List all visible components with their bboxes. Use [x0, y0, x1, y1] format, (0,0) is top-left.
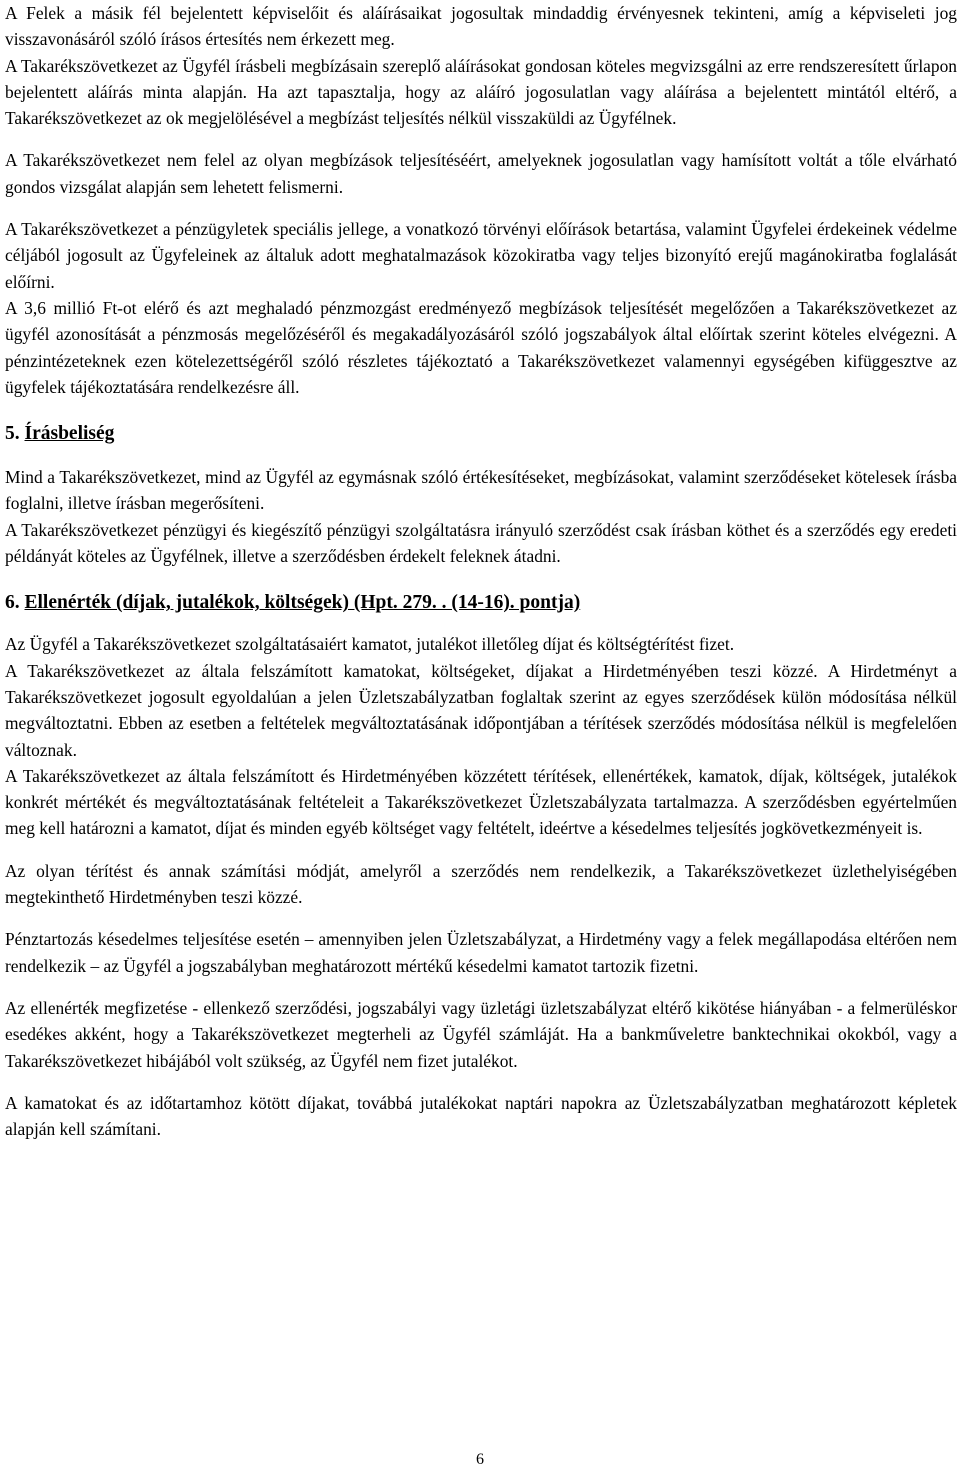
section-heading-5: [5, 420, 957, 448]
paragraph: A 3,6 millió Ft-ot elérő és azt meghaladó pénzmozgást eredményező megbízások teljesítését megelőzően a Takarékszövetkezet az ügyfél azonosítását a pénzmosás megelőzéséről és megakadályozásáról szóló jogszabályok által előírtak szerint köteles elvégezni. A pénzintézeteknek ezen kötelezettségéről szóló részletes tájékoztató a Takarékszövetkezet valamennyi egységében kifüggesztve az ügyfelek tájékoztatására rendelkezésre áll.: [5, 297, 957, 397]
paragraph: Az Ügyfél a Takarékszövetkezet szolgáltatásaiért kamatot, jutalékot illetőleg díjat és költségtérítést fizet.: [5, 634, 735, 655]
section-number: 5.: [5, 423, 20, 445]
section-number: 6.: [5, 592, 20, 614]
section-title: Írásbeliség: [24, 423, 115, 445]
paragraph: A Takarékszövetkezet az Ügyfél írásbeli megbízásain szereplő aláírásokat gondosan köteles megvizsgálni az erre rendszeresített űrlapon bejelentett aláírás minta alapján. Ha azt tapasztalja, hogy az aláíró jogosulatlan vagy aláírása a bejelentett mintától eltérő, a Takarékszövetkezet az ok megjelölésével a megbízást teljesítés nélkül visszaküldi az Ügyfélnek.: [5, 55, 957, 129]
page-number: 6: [476, 1451, 484, 1468]
paragraph: A Takarékszövetkezet az általa felszámított kamatokat, költségeket, díjakat a Hirdetményében teszi közzé. A Hirdetményt a Takarékszövetkezet jogosult egyoldalúan a jelen Üzletszabályzatban foglaltak szerint az egyes szerződések külön módosítása nélkül megváltoztatni. Ebben az esetben a feltételek megváltoztatásának időpontjában a térítések szerződés módosítása nélkül is megfelelően változnak.: [5, 660, 957, 760]
paragraph: A Takarékszövetkezet az általa felszámított és Hirdetményében közzétett térítések, ellenértékek, kamatok, díjak, költségek, jutalékok konkrét mértékét és megváltoztatásának feltételeit a Takarékszövetkezet Üzletszabályzata tartalmazza. A szerződésben egyértelműen meg kell határozni a kamatot, díjat és minden egyéb költséget vagy feltételt, ideértve a késedelmes teljesítés jogkövetkezményeit is.: [5, 765, 957, 839]
paragraph: Pénztartozás késedelmes teljesítése esetén – amennyiben jelen Üzletszabályzat, a Hirdetmény vagy a felek megállapodása eltérően nem rendelkezik – az Ügyfél a jogszabályban meghatározott mértékű késedelmi kamatot tartozik fizetni.: [5, 929, 957, 976]
paragraph: A Takarékszövetkezet nem felel az olyan megbízások teljesítéséért, amelyeknek jogosulatlan vagy hamísított voltát a tőle elvárható gondos vizsgálat alapján sem lehetett felismerni.: [5, 150, 957, 197]
paragraph: A Takarékszövetkezet pénzügyi és kiegészítő pénzügyi szolgáltatásra irányuló szerződést csak írásban köthet és a szerződés egy eredeti példányát köteles az Ügyfélnek, illetve a szerződésben érdekelt feleknek átadni.: [5, 519, 957, 567]
section-heading-6: [5, 589, 957, 617]
paragraph: Az olyan térítést és annak számítási módját, amelyről a szerződés nem rendelkezik, a Takarékszövetkezet üzlethelyiségében megtekinthető Hirdetményben teszi közzé.: [5, 860, 957, 908]
section-title: Ellenérték (díjak, jutalékok, költségek) (Hpt. 279. . (14-16). pontja): [24, 592, 581, 614]
paragraph: A kamatokat és az időtartamhoz kötött díjakat, továbbá jutalékokat naptári napokra az Üzletszabályzatban meghatározott képletek alapján kell számítani.: [5, 1092, 957, 1140]
paragraph: A Takarékszövetkezet a pénzügyletek speciális jellege, a vonatkozó törvényi előírások betartása, valamint Ügyfelei érdekeinek védelme céljából jogosult az Ügyfeleinek az általuk adott meghatalmazások közokiratba vagy teljes bizonyító erejű magánokiratba foglalását előírni.: [5, 219, 957, 292]
paragraph: Az ellenérték megfizetése - ellenkező szerződési, jogszabályi vagy üzletági üzletszabályzat eltérő kikötése hiányában - a felmerüléskor esedékes akként, hogy a Takarékszövetkezet megterheli az Ügyfél számláját. Ha a bankműveletre banktechnikai okokból, vagy a Takarékszövetkezet hibájából volt szükség, az Ügyfél nem fizet jutalékot.: [5, 997, 957, 1071]
paragraph: A Felek a másik fél bejelentett képviselőit és aláírásaikat jogosultak mindaddig érvényesnek tekinteni, amíg a képviseleti jog visszavonásáról szóló írásos értesítés nem érkezett meg.: [5, 3, 957, 50]
paragraph: Mind a Takarékszövetkezet, mind az Ügyfél az egymásnak szóló értékesítéseket, megbízásokat, valamint szerződéseket kötelesek írásba foglalni, illetve írásban megerősíteni.: [5, 467, 957, 514]
document-body: [5, 0, 957, 1142]
